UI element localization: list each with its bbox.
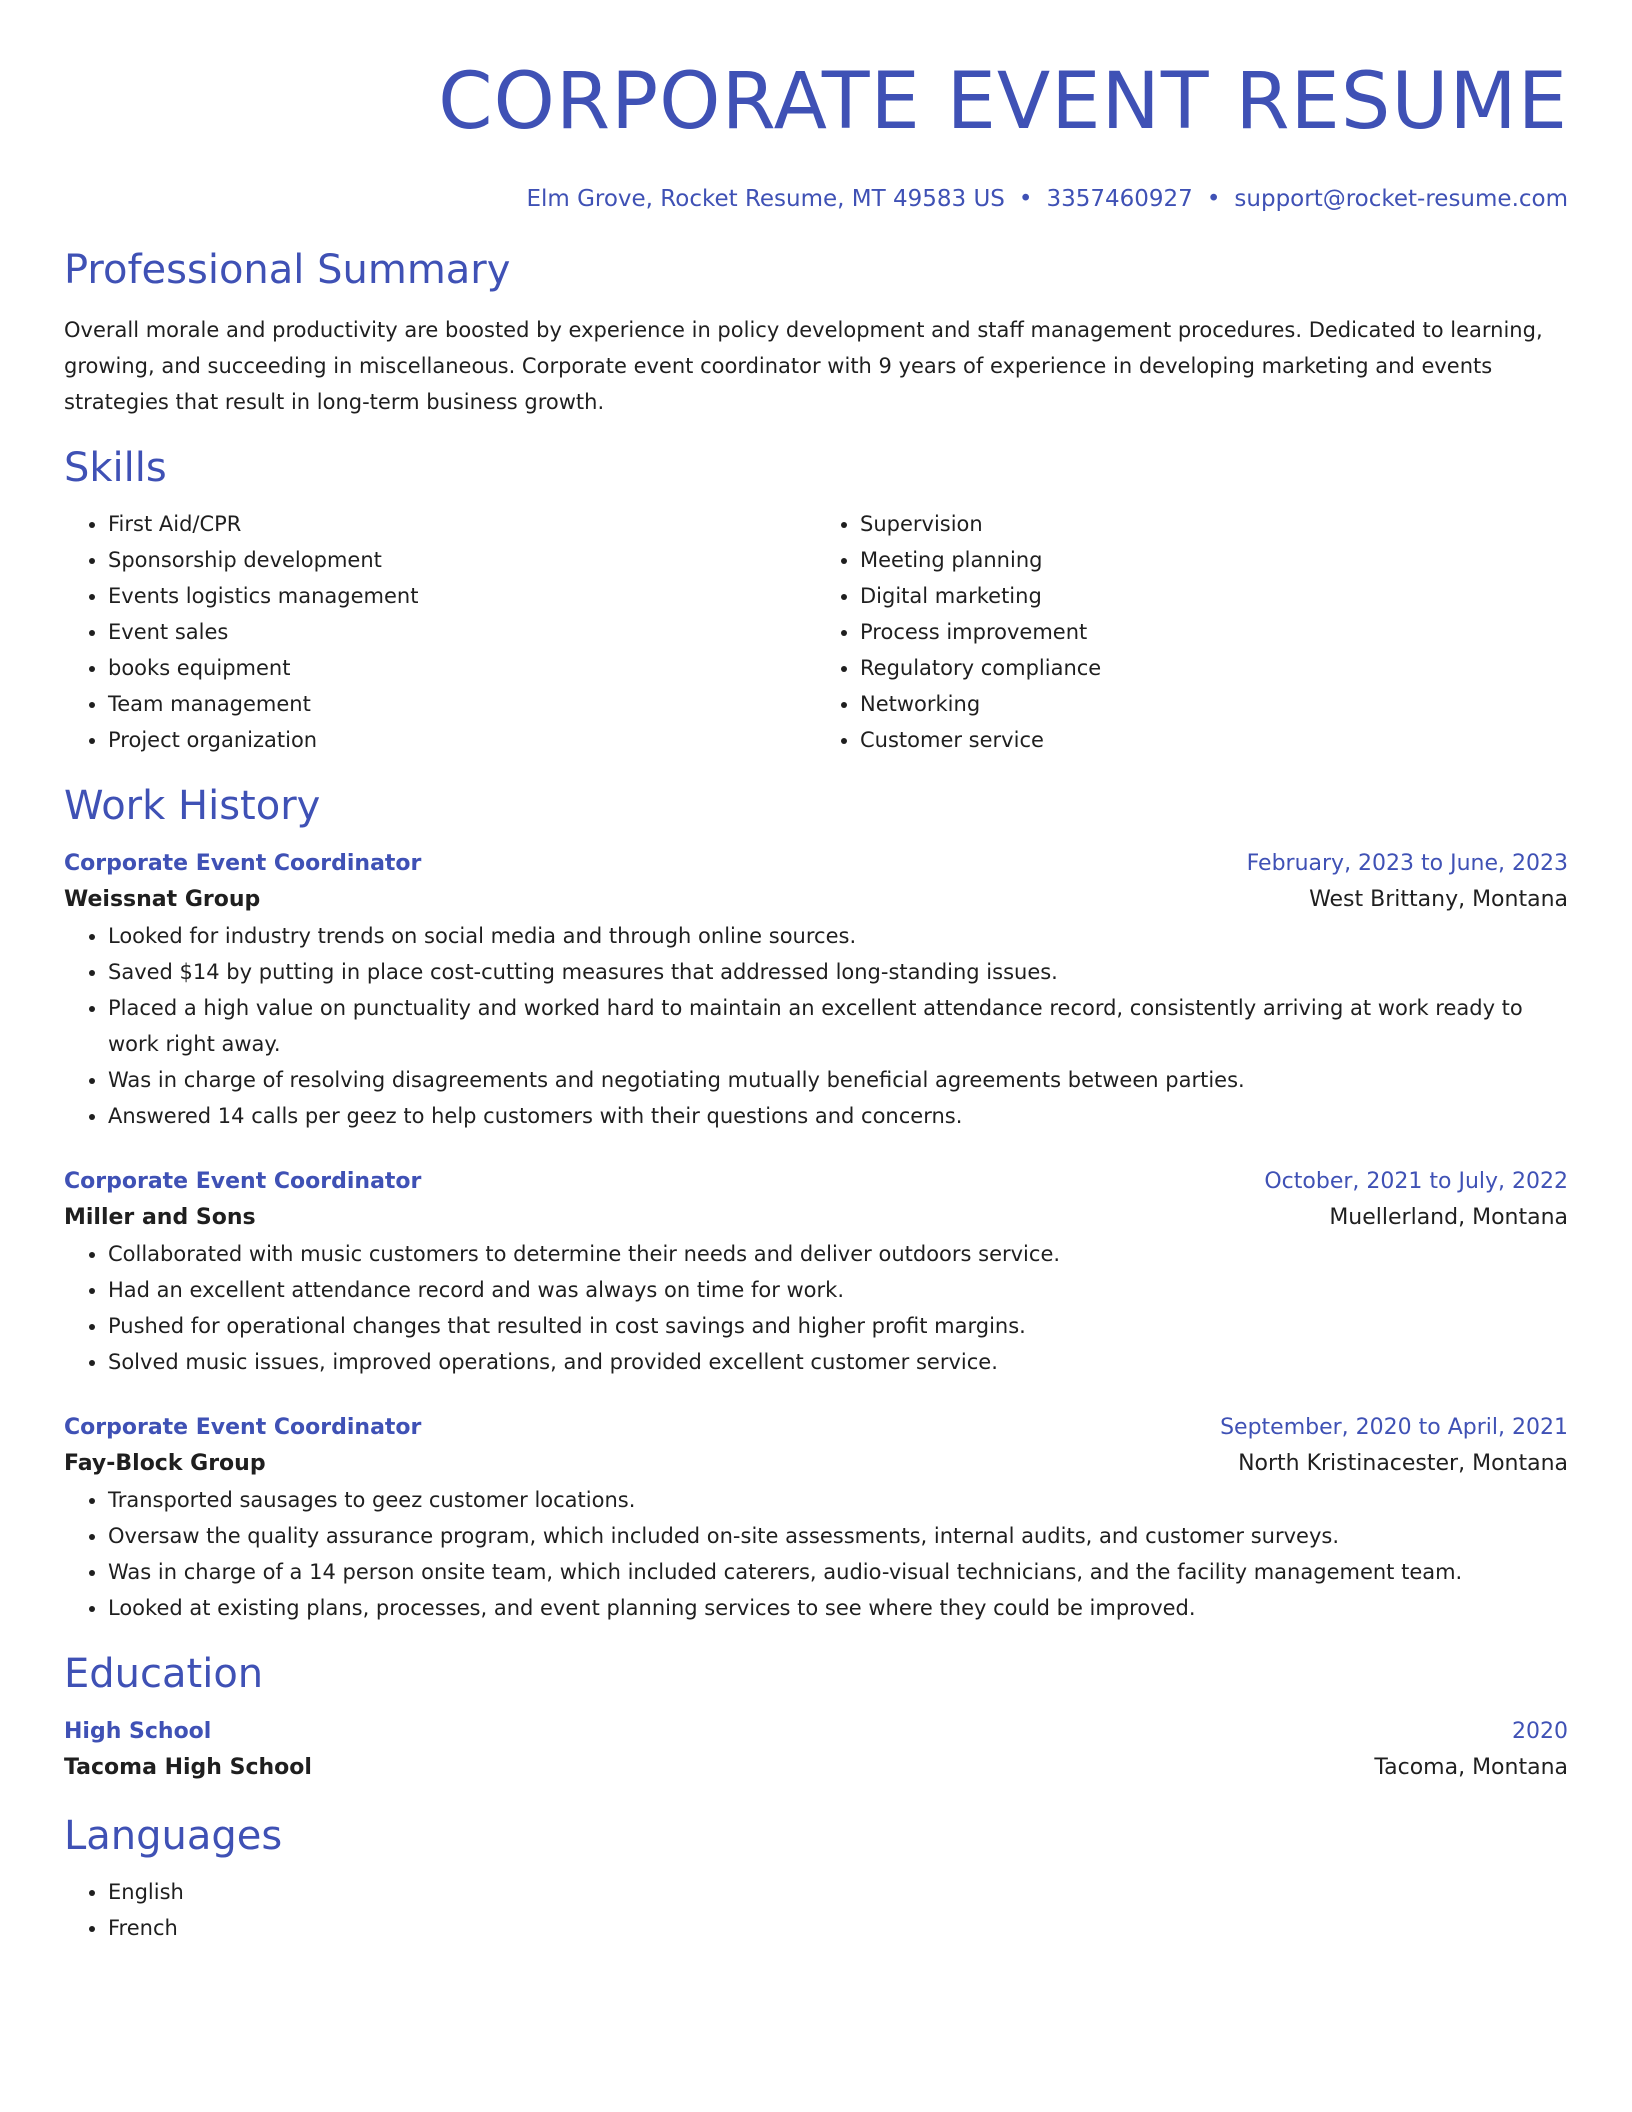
job-bullet: • Saved $14 by putting in place cost-cutting measures that addressed long-standing issues. — [108, 954, 1568, 990]
job-bullet: • Oversaw the quality assurance program, which included on-site assessments, internal audits, and customer surveys. — [108, 1518, 1568, 1554]
summary-section — [64, 244, 1568, 420]
contact-email[interactable]: support@rocket-resume.com — [1234, 186, 1568, 212]
skill-item: • Team management — [108, 686, 816, 722]
job-location: West Brittany, Montana — [1309, 887, 1568, 912]
contact-line — [64, 184, 1568, 214]
job-bullet: • Answered 14 calls per geez to help customers with their questions and concerns. — [108, 1098, 1568, 1134]
job-bullet: • Placed a high value on punctuality and worked hard to maintain an excellent attendance record, consistently arriving at work ready to work right away. — [108, 990, 1568, 1062]
job-title-row — [64, 846, 1568, 882]
job-location: North Kristinacester, Montana — [1238, 1451, 1568, 1476]
skill-item: • Meeting planning — [860, 542, 1568, 578]
education-degree-row — [64, 1714, 1568, 1750]
skills-column-right — [816, 506, 1568, 758]
job-title: Corporate Event Coordinator — [64, 851, 422, 876]
job-company: Miller and Sons — [64, 1205, 256, 1230]
job-title-row — [64, 1410, 1568, 1446]
skill-item: • Sponsorship development — [108, 542, 816, 578]
skill-item: • books equipment — [108, 650, 816, 686]
education-degree: High School — [64, 1719, 212, 1744]
job-company: Weissnat Group — [64, 887, 261, 912]
job-bullet: • Had an excellent attendance record and was always on time for work. — [108, 1272, 1568, 1308]
job-location: Muellerland, Montana — [1329, 1205, 1568, 1230]
skills-section — [64, 442, 1568, 758]
job-bullet: • Looked for industry trends on social media and through online sources. — [108, 918, 1568, 954]
job-bullet: • Collaborated with music customers to determine their needs and deliver outdoors service. — [108, 1236, 1568, 1272]
job-dates: February, 2023 to June, 2023 — [1246, 851, 1568, 876]
job-title-row — [64, 1164, 1568, 1200]
job-title: Corporate Event Coordinator — [64, 1415, 422, 1440]
job-bullet: • Solved music issues, improved operations, and provided excellent customer service. — [108, 1344, 1568, 1380]
job-dates: September, 2020 to April, 2021 — [1220, 1415, 1568, 1440]
skill-item: • Regulatory compliance — [860, 650, 1568, 686]
skill-item: • Digital marketing — [860, 578, 1568, 614]
skill-item: • Process improvement — [860, 614, 1568, 650]
languages-list — [64, 1874, 1568, 1946]
education-heading: Education — [64, 1651, 264, 1697]
education-location: Tacoma, Montana — [1374, 1755, 1568, 1780]
job-bullets — [64, 1482, 1568, 1626]
language-item: • French — [108, 1910, 1568, 1946]
skill-item: • First Aid/CPR — [108, 506, 816, 542]
summary-heading: Professional Summary — [64, 247, 511, 293]
education-school: Tacoma High School — [64, 1755, 312, 1780]
skill-item: • Customer service — [860, 722, 1568, 758]
language-item: • English — [108, 1874, 1568, 1910]
summary-text: Overall morale and productivity are boosted by experience in policy development and staff management procedures. Dedicated to learning, growing, and succeeding in miscellaneous. Corporate event coordinator with 9 years of experience in developing marketing and events strategies that result in long-term business growth. — [64, 318, 1543, 414]
job-company: Fay-Block Group — [64, 1451, 266, 1476]
skill-item: • Networking — [860, 686, 1568, 722]
job-bullets — [64, 1236, 1568, 1380]
job-entry — [64, 1410, 1568, 1626]
job-bullet: • Was in charge of resolving disagreements and negotiating mutually beneficial agreements between parties. — [108, 1062, 1568, 1098]
resume-title: CORPORATE EVENT RESUME — [438, 57, 1568, 147]
contact-separator: • — [1018, 186, 1033, 212]
education-school-row — [64, 1750, 1568, 1786]
job-bullet: • Was in charge of a 14 person onsite team, which included caterers, audio-visual technicians, and the facility management team. — [108, 1554, 1568, 1590]
skills-heading: Skills — [64, 445, 167, 491]
job-title: Corporate Event Coordinator — [64, 1169, 422, 1194]
skill-item: • Project organization — [108, 722, 816, 758]
languages-section — [64, 1810, 1568, 1946]
skills-list-right — [816, 506, 1568, 758]
work-history-section — [64, 780, 1568, 1626]
contact-phone: 3357460927 — [1046, 186, 1193, 212]
contact-separator: • — [1206, 186, 1221, 212]
job-dates: October, 2021 to July, 2022 — [1264, 1169, 1568, 1194]
skill-item: • Supervision — [860, 506, 1568, 542]
job-bullet: • Looked at existing plans, processes, and event planning services to see where they could be improved. — [108, 1590, 1568, 1626]
job-bullets — [64, 918, 1568, 1134]
job-bullet: • Transported sausages to geez customer locations. — [108, 1482, 1568, 1518]
job-company-row — [64, 1200, 1568, 1236]
skills-grid — [64, 506, 1568, 758]
skills-list-left — [64, 506, 816, 758]
work-history-heading: Work History — [64, 783, 321, 829]
education-section — [64, 1648, 1568, 1786]
job-company-row — [64, 1446, 1568, 1482]
job-entry — [64, 1164, 1568, 1380]
languages-heading: Languages — [64, 1813, 283, 1859]
job-company-row — [64, 882, 1568, 918]
job-entry — [64, 846, 1568, 1134]
job-bullet: • Pushed for operational changes that resulted in cost savings and higher profit margins. — [108, 1308, 1568, 1344]
education-year: 2020 — [1512, 1719, 1568, 1744]
skills-column-left — [64, 506, 816, 758]
contact-address: Elm Grove, Rocket Resume, MT 49583 US — [526, 186, 1005, 212]
skill-item: • Events logistics management — [108, 578, 816, 614]
skill-item: • Event sales — [108, 614, 816, 650]
